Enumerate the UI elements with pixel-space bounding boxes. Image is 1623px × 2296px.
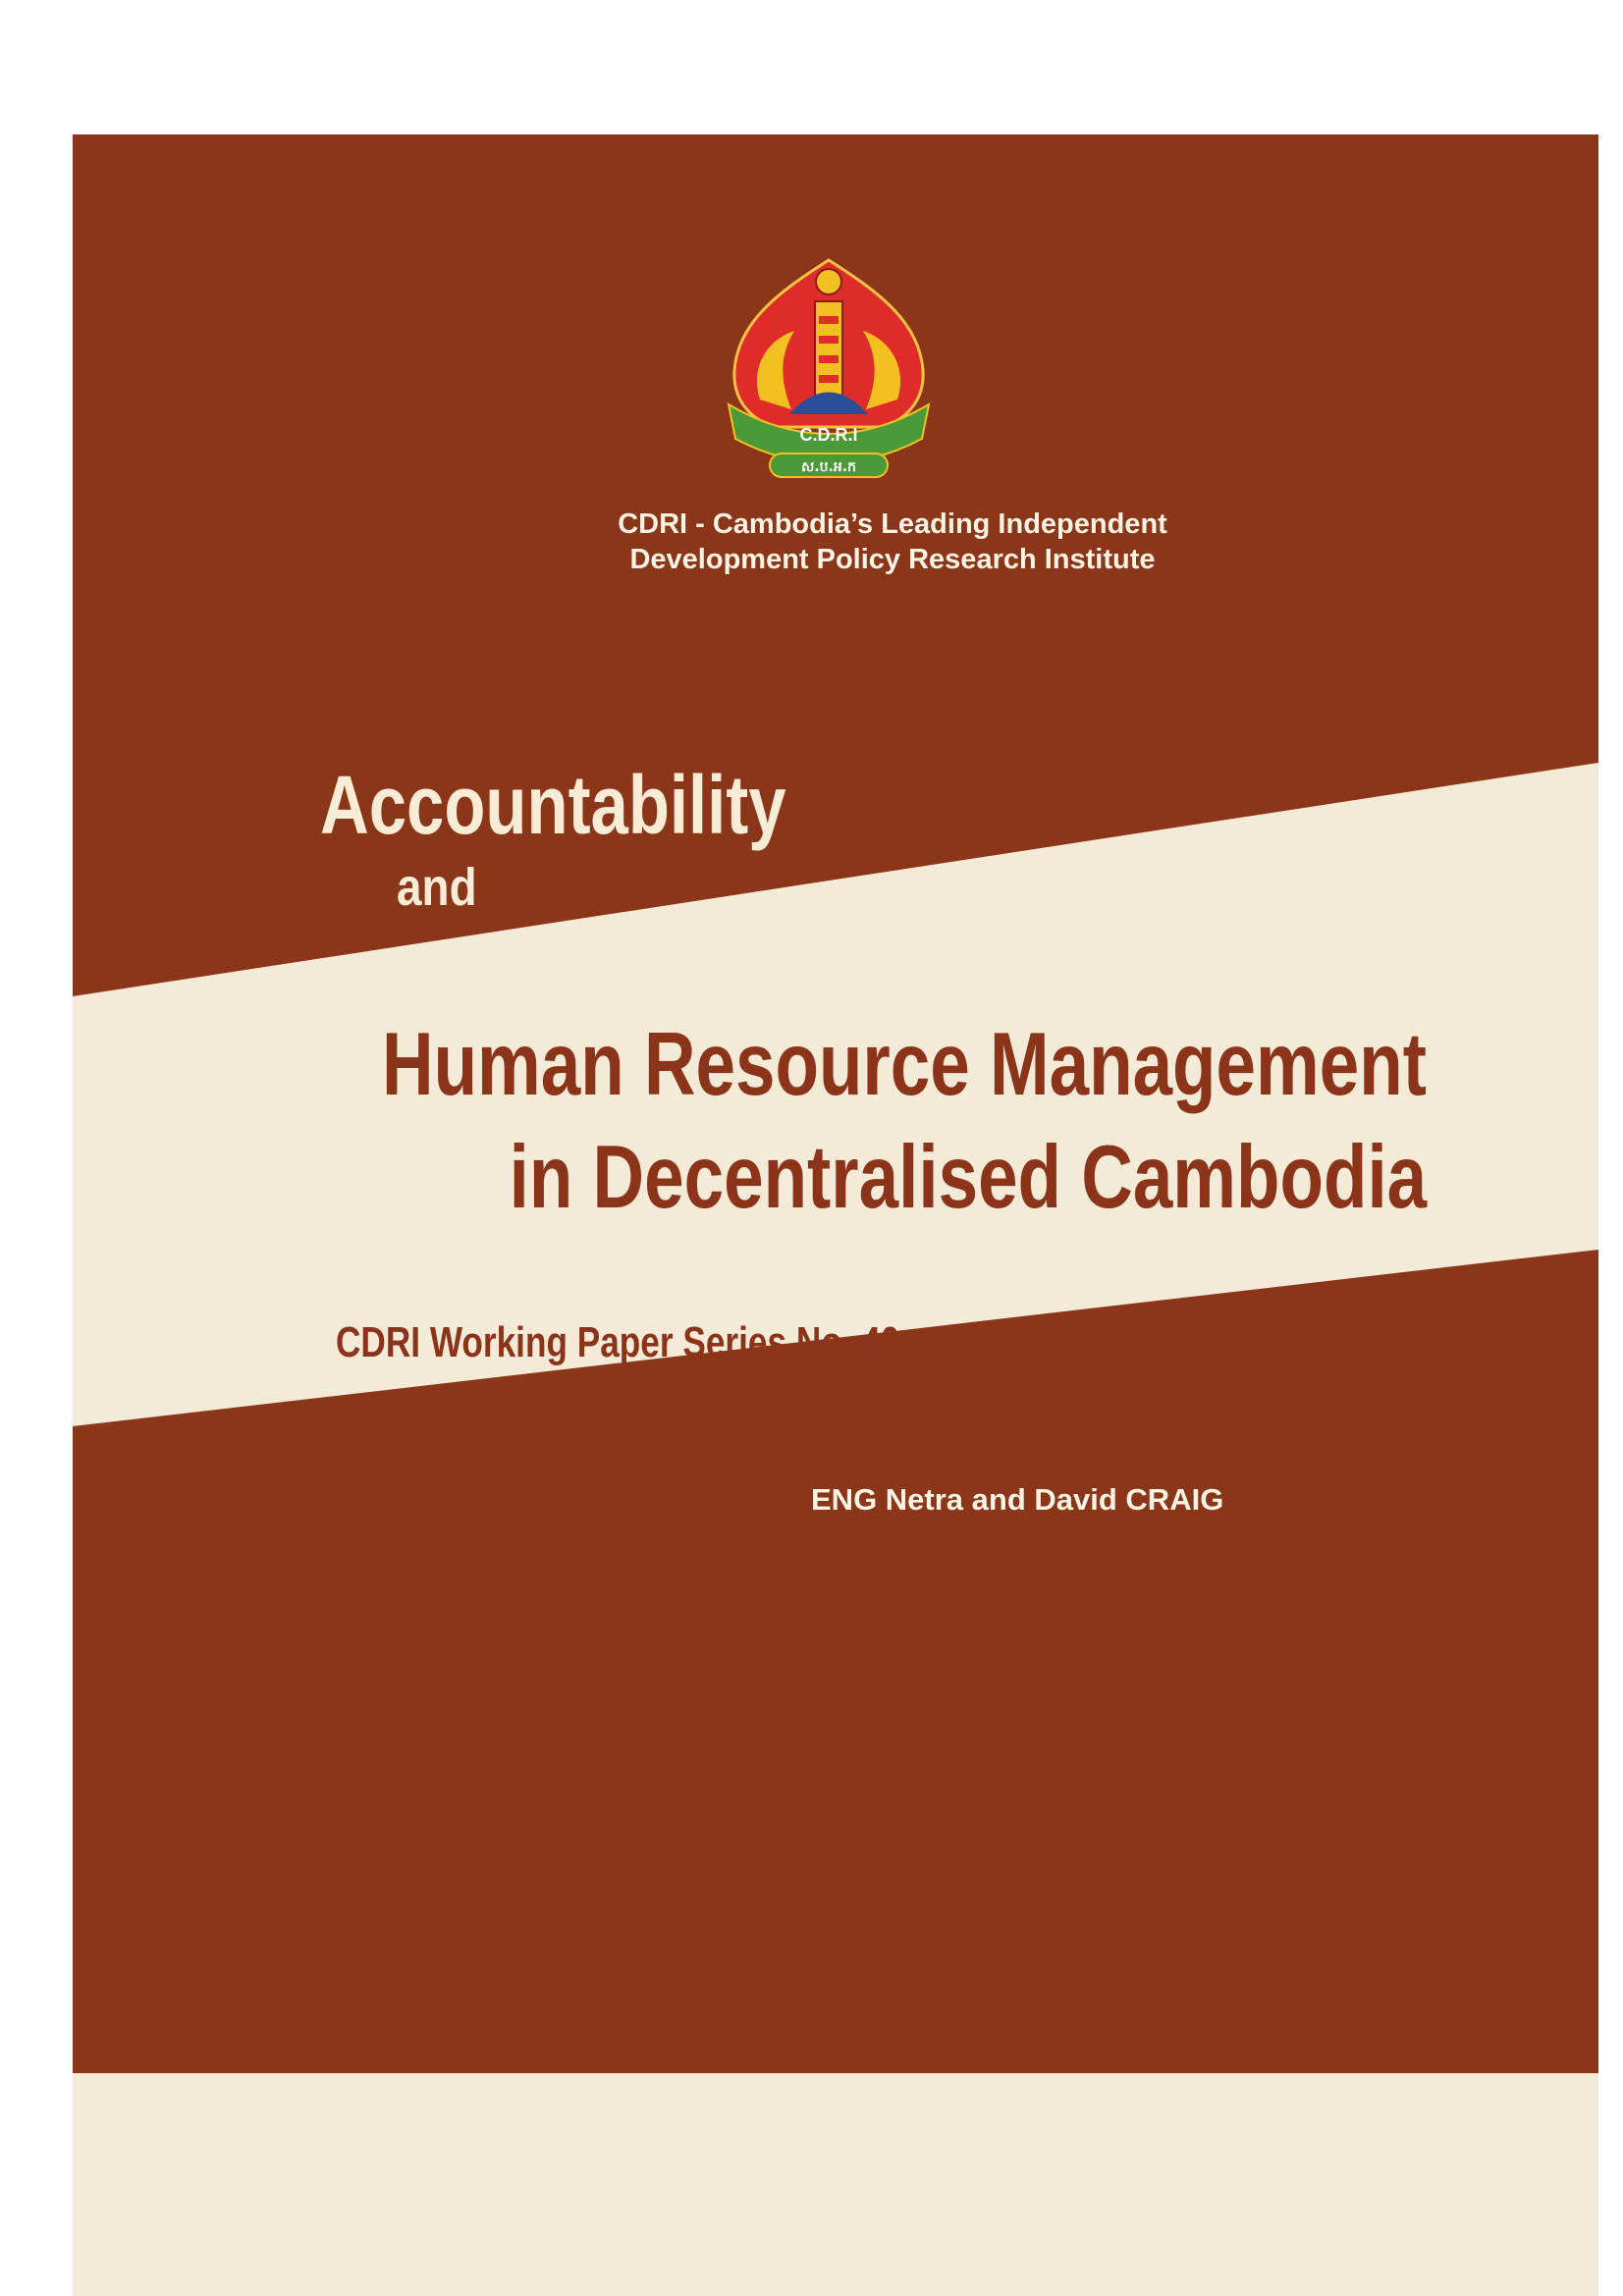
institute-tagline-line2: Development Policy Research Institute bbox=[629, 544, 1156, 575]
cover-page bbox=[73, 134, 1598, 2296]
emblem-khmer-text: ស.ប.អ.ក bbox=[801, 459, 856, 475]
emblem-cdri-text: C.D.R.I bbox=[799, 425, 858, 445]
title-accountability: Accountability bbox=[320, 759, 786, 851]
series-label: CDRI Working Paper Series No. 40 bbox=[336, 1318, 900, 1366]
emblem-top-circle bbox=[816, 269, 841, 294]
title-and: and bbox=[397, 858, 477, 917]
institute-tagline-line1: CDRI - Cambodia’s Leading Independent bbox=[618, 508, 1167, 540]
title-human-resource-management: Human Resource Management bbox=[382, 1015, 1427, 1114]
title-decentralised-cambodia: in Decentralised Cambodia bbox=[509, 1128, 1427, 1227]
cdri-emblem bbox=[721, 252, 937, 478]
authors: ENG Netra and David CRAIG bbox=[811, 1482, 1224, 1517]
